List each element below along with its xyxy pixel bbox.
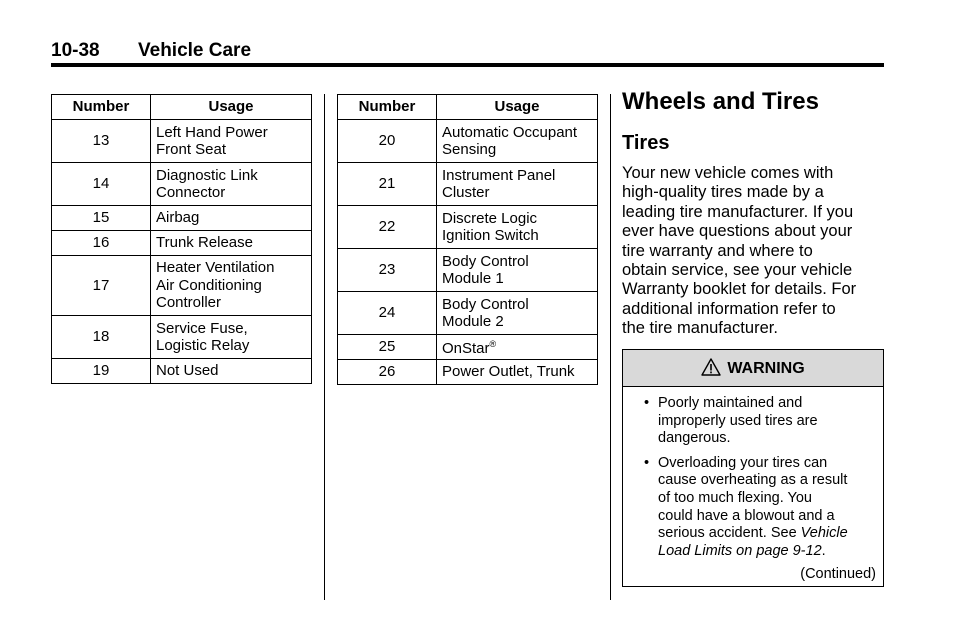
fuse-usage-line: Controller (156, 294, 222, 312)
table-row (52, 231, 312, 256)
fuse-usage (437, 120, 598, 163)
table-row (52, 206, 312, 231)
article-subtitle: Tires (622, 132, 670, 154)
header-rule (51, 63, 884, 67)
bullet-glyph: • (644, 454, 650, 471)
fuse-number: 16 (52, 231, 151, 256)
table-row (52, 256, 312, 316)
fuse-number: 21 (338, 163, 437, 206)
fuse-usage-line: Discrete Logic (442, 209, 538, 227)
fuse-number: 14 (52, 163, 151, 206)
warning-line: could have a blowout and a (658, 507, 835, 524)
table-row (338, 335, 598, 360)
fuse-usage-line: Trunk Release (156, 234, 253, 252)
body-line: ever have questions about your (622, 222, 853, 241)
warning-item-2 (644, 454, 875, 561)
cross-reference-part-2: Load Limits on page 9-12 (658, 542, 822, 559)
article-title: Wheels and Tires (622, 88, 819, 115)
warning-list (623, 387, 883, 560)
warning-item-1 (644, 395, 875, 448)
fuse-number: 24 (338, 292, 437, 335)
sentence-end: . (821, 542, 826, 559)
warning-line: improperly used tires are (658, 412, 818, 429)
fuse-number: 13 (52, 120, 151, 163)
table-row (338, 206, 598, 249)
warning-line: Overloading your tires can (658, 454, 828, 471)
warning-line: serious accident. See (658, 525, 801, 542)
fuse-number: 15 (52, 206, 151, 231)
warning-line: cause overheating as a result (658, 472, 848, 489)
warning-header (623, 350, 883, 387)
section-title: Vehicle Care (138, 40, 252, 61)
fuse-usage-line: Automatic Occupant (442, 123, 578, 141)
warning-item-1-text (658, 395, 818, 446)
column-divider-1 (324, 94, 325, 600)
table-row (52, 316, 312, 359)
fuse-usage-line: Module 1 (442, 270, 504, 287)
fuse-number: 22 (338, 206, 437, 249)
warning-line: dangerous. (658, 430, 731, 447)
body-line: tire warranty and where to (622, 241, 813, 260)
fuse-usage (151, 256, 312, 316)
warning-title: WARNING (727, 360, 805, 377)
table-row (52, 163, 312, 206)
fuse-usage-line: Airbag (156, 209, 200, 227)
fuse-number: 26 (338, 360, 437, 385)
fuse-usage (437, 292, 598, 335)
body-line: obtain service, see your vehicle (622, 261, 853, 280)
fuse-usage-line: Service Fuse, (156, 319, 248, 337)
fuse-usage (151, 163, 312, 206)
continued-label: (Continued) (800, 566, 876, 582)
fuse-usage (437, 206, 598, 249)
fuse-usage-line: Diagnostic Link (156, 166, 258, 184)
fuse-usage-line: Not Used (156, 362, 219, 380)
fuse-usage-line: Ignition Switch (442, 227, 539, 244)
body-line: the tire manufacturer. (622, 319, 778, 338)
fuse-usage-line: Heater Ventilation (156, 259, 275, 277)
cross-reference-part-1: Vehicle (800, 525, 848, 542)
column-header-usage: Usage (437, 95, 598, 120)
fuse-number: 17 (52, 256, 151, 316)
fuse-usage-line: Sensing (442, 141, 497, 158)
fuse-usage-line: Module 2 (442, 313, 504, 330)
fuse-usage-line: Power Outlet, Trunk (442, 363, 575, 381)
fuse-usage (151, 359, 312, 384)
fuse-usage-line: Body Control (442, 295, 529, 313)
fuse-usage (151, 120, 312, 163)
table-row (338, 120, 598, 163)
fuse-usage-line: OnStar (442, 340, 490, 358)
warning-triangle-icon (701, 358, 721, 376)
fuse-usage (151, 206, 312, 231)
fuse-usage (437, 249, 598, 292)
fuse-number: 23 (338, 249, 437, 292)
fuse-usage-line: Body Control (442, 252, 529, 270)
body-line: leading tire manufacturer. If you (622, 202, 854, 221)
registered-mark: ® (489, 339, 497, 350)
warning-line: Poorly maintained and (658, 395, 803, 411)
fuse-number: 20 (338, 120, 437, 163)
body-line: Warranty booklet for details. For (622, 280, 857, 299)
fuse-usage-line: Air Conditioning (156, 276, 262, 294)
fuse-usage (437, 163, 598, 206)
fuse-number: 18 (52, 316, 151, 359)
fuse-table-right (337, 94, 598, 385)
bullet-glyph: • (644, 395, 650, 411)
table-row (52, 120, 312, 163)
fuse-number: 19 (52, 359, 151, 384)
column-header-number: Number (52, 95, 151, 120)
table-row (338, 163, 598, 206)
table-row (338, 292, 598, 335)
page-header (51, 38, 884, 64)
fuse-number: 25 (338, 335, 437, 360)
fuse-usage (151, 231, 312, 256)
fuse-usage-line: Front Seat (156, 141, 227, 158)
article-body (622, 164, 884, 339)
fuse-table-left (51, 94, 312, 384)
fuse-usage-line: Left Hand Power (156, 123, 268, 141)
column-divider-2 (610, 94, 611, 600)
fuse-usage-line: Connector (156, 184, 226, 201)
fuse-usage-line: Cluster (442, 184, 490, 201)
warning-box (622, 349, 884, 587)
body-line: additional information refer to (622, 299, 836, 318)
fuse-usage (437, 360, 598, 385)
fuse-usage (437, 335, 598, 360)
body-line: Your new vehicle comes with (622, 164, 834, 182)
column-header-usage: Usage (151, 95, 312, 120)
table-row (338, 249, 598, 292)
fuse-usage (151, 316, 312, 359)
table-row (52, 359, 312, 384)
page-number: 10-38 (51, 40, 100, 61)
column-header-number: Number (338, 95, 437, 120)
table-row (338, 360, 598, 385)
fuse-usage-line: Logistic Relay (156, 337, 250, 354)
fuse-usage-line: Instrument Panel (442, 166, 556, 184)
body-line: high-quality tires made by a (622, 183, 824, 202)
warning-line: of too much flexing. You (658, 489, 812, 506)
